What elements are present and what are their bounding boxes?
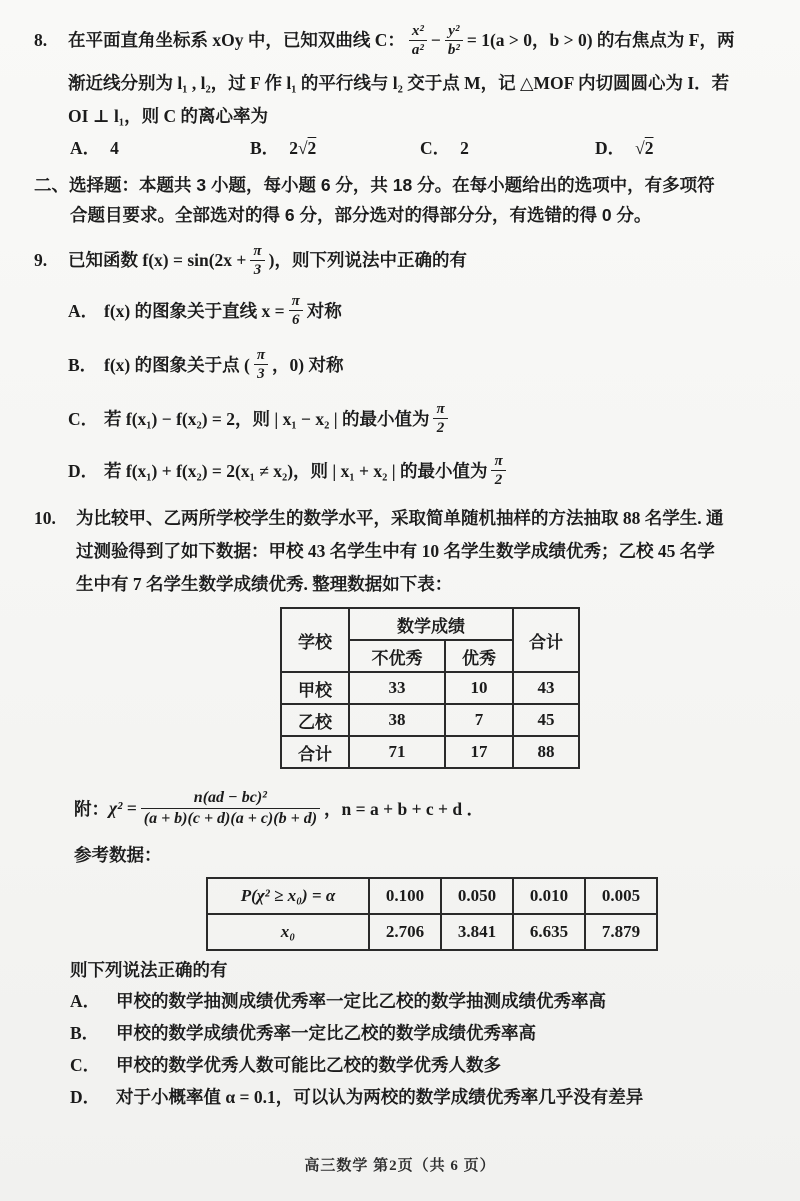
table-cell: 38 xyxy=(349,704,445,736)
fraction-y2-b2: $\frac{\text{y²}}{\text{b²}}$ xyxy=(445,22,463,59)
table-cell: 2.706 xyxy=(369,914,441,950)
fraction-pi-2: $\frac{\pi}{2}$ xyxy=(433,400,447,437)
q10-statement-3: 生中有 7 名学生数学成绩优秀. 整理数据如下表： xyxy=(76,574,453,594)
table-cell: 43 xyxy=(513,672,579,704)
reference-data-label: 参考数据： xyxy=(74,845,162,865)
header-not-excellent: 不优秀 xyxy=(349,640,445,672)
header-school: 学校 xyxy=(281,608,349,672)
q8-options xyxy=(70,132,774,162)
q10-number: 10. xyxy=(34,508,56,528)
table-cell: 33 xyxy=(349,672,445,704)
q9-text-post: )，则下列说法中正确的有 xyxy=(268,250,467,270)
header-total: 合计 xyxy=(513,608,579,672)
section-2-line-1: 二、选择题：本题共 3 小题，每小题 6 分，共 18 分。在每小题给出的选项中，有多项符 xyxy=(34,175,715,195)
table-cell: 6.635 xyxy=(513,914,585,950)
table-cell: 7.879 xyxy=(585,914,657,950)
q8-text-post: = 1(a > 0，b > 0) 的右焦点为 F，两 xyxy=(466,30,735,50)
table-row xyxy=(281,704,579,736)
table-cell: 7 xyxy=(445,704,513,736)
table-cell: 乙校 xyxy=(281,704,349,736)
table-cell: 0.005 xyxy=(585,878,657,914)
header-math-score: 数学成绩 xyxy=(349,608,513,640)
q10-option-b: B． 甲校的数学成绩优秀率一定比乙校的数学成绩优秀率高 xyxy=(70,1023,536,1043)
chi-square-post: ，n = a + b + c + d ． xyxy=(324,798,485,819)
score-contingency-table xyxy=(280,607,580,769)
q8-number: 8. xyxy=(34,30,48,50)
note-label: 附： xyxy=(74,798,109,819)
q8-line-2 xyxy=(68,66,774,100)
table-row xyxy=(207,878,657,914)
question-8 xyxy=(34,14,774,162)
q9-option-b: B． f(x) 的图象关于点 ( $\frac{\pi}{3}$ ，0) 对称 xyxy=(68,346,344,382)
fraction-pi-3: $\frac{\pi}{3}$ xyxy=(250,242,264,279)
page-footer: 高三数学 第2页（共 6 页） xyxy=(304,1158,496,1174)
q10-statement-1: 为比较甲、乙两所学校学生的数学水平，采取简单随机抽样的方法抽取 88 名学生. 通 xyxy=(76,508,724,528)
q9-option-a: A． f(x) 的图象关于直线 x = $\frac{\pi}{6}$ 对称 xyxy=(68,292,342,328)
q8-line-1 xyxy=(34,14,774,66)
section-2-line-2: 合题目要求。全部选对的得 6 分，部分选对的得部分分，有选错的得 0 分。 xyxy=(70,205,652,225)
q10-option-a: A． 甲校的数学抽测成绩优秀率一定比乙校的数学抽测成绩优秀率高 xyxy=(70,991,606,1011)
table-cell: 10 xyxy=(445,672,513,704)
q10-then-text: 则下列说法正确的有 xyxy=(70,960,228,980)
chi-square-fraction: $\frac{\text{n(ad − bc)²}}{(a + b)(c + d)(a + c)(b + d)}$ xyxy=(141,788,320,827)
table-cell: x₀ xyxy=(207,914,369,950)
q9-option-d: D． 若 f(x₁) + f(x₂) = 2(x₁ ≠ x₂)，则 | x₁ + x₂ | 的最小值为 $\frac{\pi}{2}$ xyxy=(68,444,774,496)
q8-option-b: B． 2√2 xyxy=(250,137,317,158)
table-row xyxy=(207,914,657,950)
q8-option-d: D． √2 xyxy=(595,137,654,158)
table-header-row xyxy=(281,608,579,640)
table-cell: 17 xyxy=(445,736,513,768)
table-cell: 3.841 xyxy=(441,914,513,950)
q9-number: 9. xyxy=(34,250,48,270)
fraction-x2-a2: $\frac{\text{x²}}{\text{a²}}$ xyxy=(409,22,427,59)
table-cell: 0.050 xyxy=(441,878,513,914)
section-2-header xyxy=(34,170,774,230)
fraction-pi-2: $\frac{\pi}{2}$ xyxy=(491,452,505,489)
q9-text-pre: 已知函数 f(x) = sin(2x + xyxy=(68,250,247,270)
table-cell: 甲校 xyxy=(281,672,349,704)
q8-statement-2: 渐近线分别为 l₁ , l₂，过 F 作 l₁ 的平行线与 l₂ 交于点 M，记 △MOF 内切圆圆心为 I．若 xyxy=(68,73,730,93)
q8-text-pre: 在平面直角坐标系 xOy 中，已知双曲线 C： xyxy=(68,30,405,50)
minus-sign: − xyxy=(430,30,441,50)
q8-statement-1 xyxy=(68,22,734,59)
table-cell: P(χ² ≥ x₀) = α xyxy=(207,878,369,914)
table-cell: 71 xyxy=(349,736,445,768)
q8-line-3 xyxy=(68,100,774,132)
q10-option-c: C． 甲校的数学优秀人数可能比乙校的数学优秀人数多 xyxy=(70,1055,501,1075)
reference-data-table xyxy=(206,877,658,951)
header-excellent: 优秀 xyxy=(445,640,513,672)
q8-statement-3: OI ⊥ l₁，则 C 的离心率为 xyxy=(68,106,268,126)
q10-statement-2: 过测验得到了如下数据：甲校 43 名学生中有 10 名学生数学成绩优秀；乙校 45 名学 xyxy=(76,541,715,561)
table-row xyxy=(281,736,579,768)
q10-line-3 xyxy=(76,568,774,601)
fraction-pi-6: $\frac{\pi}{6}$ xyxy=(289,292,303,329)
question-10 xyxy=(34,502,774,1113)
q10-line-2 xyxy=(76,535,774,568)
table-cell: 0.100 xyxy=(369,878,441,914)
question-9 xyxy=(34,236,774,496)
q9-statement xyxy=(68,242,467,279)
chi-square-formula xyxy=(74,781,774,835)
q10-line-1 xyxy=(34,502,774,535)
table-cell: 合计 xyxy=(281,736,349,768)
chi-square-lhs: χ² = xyxy=(109,797,137,818)
table-cell: 88 xyxy=(513,736,579,768)
q8-option-c: C． 2 xyxy=(420,137,469,158)
q8-option-a: A． 4 xyxy=(70,137,119,158)
fraction-pi-3: $\frac{\pi}{3}$ xyxy=(254,346,268,383)
table-cell: 0.010 xyxy=(513,878,585,914)
q9-line-1 xyxy=(34,236,774,284)
q9-option-c: C． 若 f(x₁) − f(x₂) = 2，则 | x₁ − x₂ | 的最小值为 $\frac{\pi}{2}$ xyxy=(68,392,774,444)
table-row xyxy=(281,672,579,704)
q10-option-d: D． 对于小概率值 α = 0.1，可以认为两校的数学成绩优秀率几乎没有差异 xyxy=(70,1087,644,1107)
table-cell: 45 xyxy=(513,704,579,736)
